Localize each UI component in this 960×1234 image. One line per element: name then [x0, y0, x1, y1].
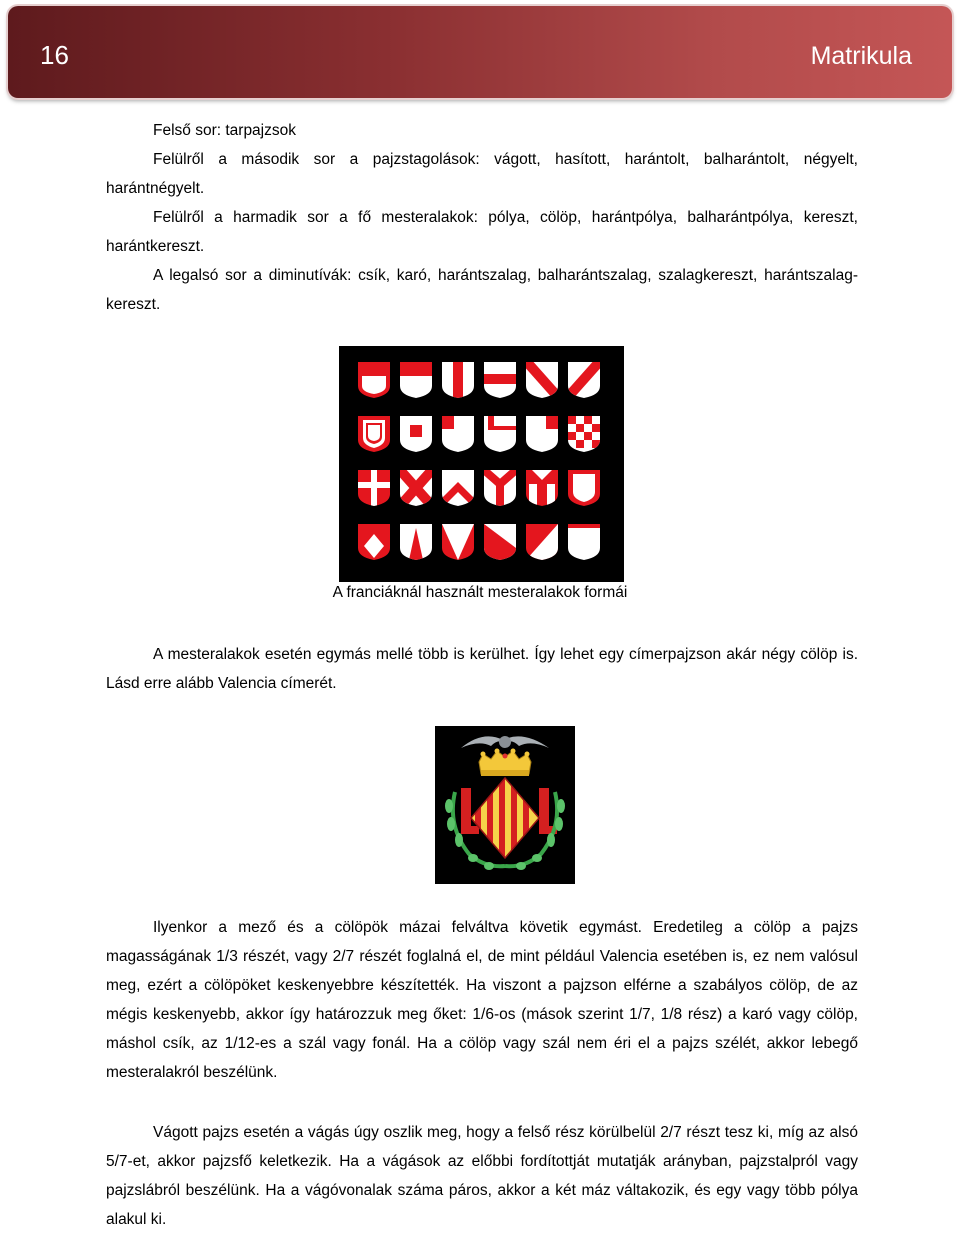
shield-shape-3	[442, 362, 474, 398]
figure-caption: A franciáknál használt mesteralakok formái	[332, 584, 628, 601]
page-header	[8, 6, 952, 98]
shield-shape-6	[564, 358, 604, 400]
shield-shape-1	[358, 362, 390, 398]
valencia-arms-graphic	[435, 726, 575, 884]
paragraph-pale-proportions: Ilyenkor a mező és a cölöpök mázai felváltva követik egymást. Eredetileg a cölöp a pajzs magasságának 1/3 részét, vagy 2/7 részét foglalná el, de mint például Valencia esetében is, ez nem valósul meg, ezért a cölöpöket keskenyebbre készítették. Ha viszont a pajzson elférne a szabályos cölöp, de az mégis keskenyebb, akkor így határozzuk meg őket: 1/6-os (mások szerint 1/7, 1/8 rész) a karó vagy cölöp, máshol csík, az 1/12-es a szál vagy fonál. Ha a cölöp vagy szál nem éri el a pajzs szélét, akkor lebegő mesteralakról beszélünk.	[106, 919, 858, 1081]
shield-grid-graphic	[339, 346, 624, 582]
valencia-coat-of-arms	[435, 726, 575, 884]
intro-line-4: A legalsó sor a diminutívák: csík, karó, harántszalag, balharántszalag, szalagkereszt, harántszalag-kereszt.	[106, 267, 858, 313]
running-title: Matrikula	[810, 42, 912, 70]
intro-line-3: Felülről a harmadik sor a fő mesteralakok: pólya, cölöp, harántpólya, balharántpólya, kereszt, harántkereszt.	[106, 209, 858, 255]
page-number: 16	[40, 40, 69, 70]
shield-shape-4	[484, 362, 516, 398]
shield-shapes-figure	[339, 346, 624, 582]
paragraph-multiple-ordinaries: A mesteralakok esetén egymás mellé több is kerülhet. Így lehet egy címerpajzson akár négy cölöp is. Lásd erre alább Valencia címerét.	[106, 646, 858, 692]
shield-shape-2	[400, 362, 432, 398]
paragraph-divided-shield: Vágott pajzs esetén a vágás úgy oszlik meg, hogy a felső rész körülbelül 2/7 részt tesz ki, míg az alsó 5/7-et, akkor pajzsfő keletkezik. Ha a vágások az előbbi fordítottját mutatják arányban, pajzstalpról vagy pajzslábról beszélünk. Ha a vágóvonalak száma páros, akkor a két máz váltakozik, és egy vagy több pólya alakul ki.	[106, 1124, 858, 1228]
shield-shape-5	[522, 358, 562, 400]
intro-line-2: Felülről a második sor a pajzstagolások: vágott, hasított, harántolt, balharántolt, négyelt, harántnégyelt.	[106, 151, 858, 197]
intro-line-1: Felső sor: tarpajzsok	[153, 122, 296, 139]
